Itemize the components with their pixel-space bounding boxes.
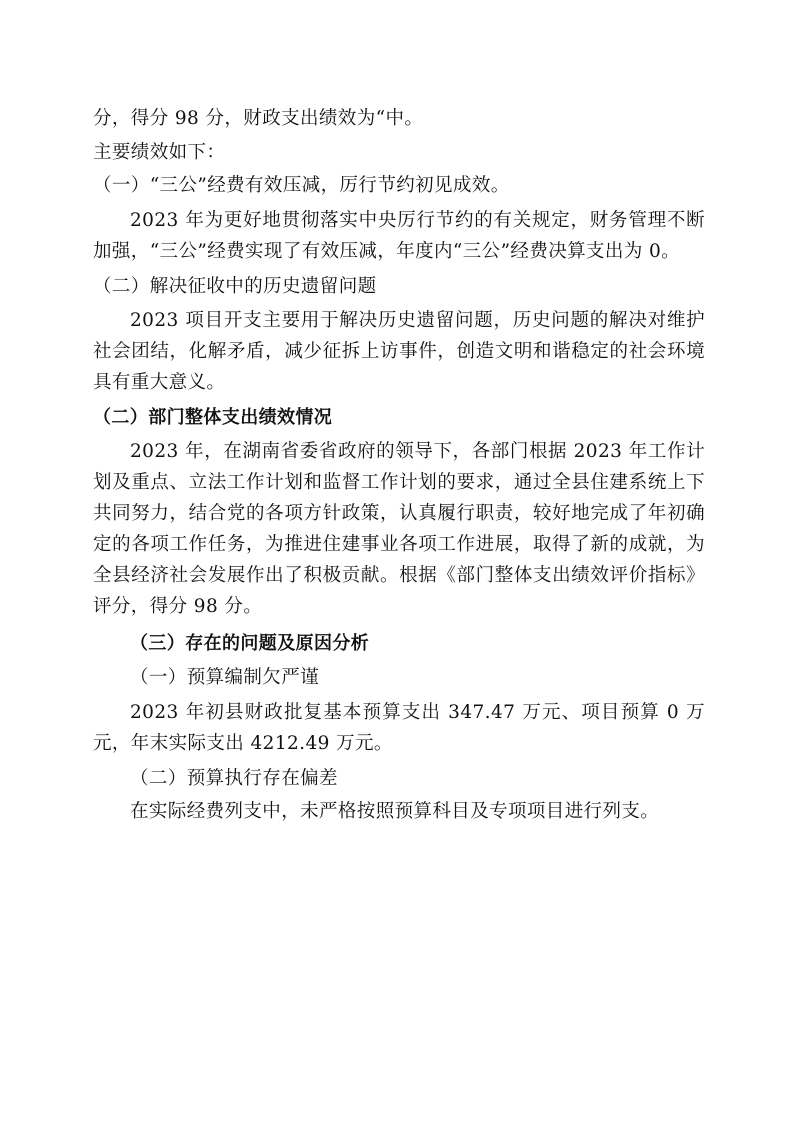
paragraph-main-results-heading: 主要绩效如下： — [93, 141, 226, 163]
subheading-budget-execution: （二）预算执行存在偏差 — [130, 767, 338, 789]
section-heading-problems: （三）存在的问题及原因分析 — [130, 632, 370, 654]
section-heading-overall-performance: （二）部门整体支出绩效情况 — [93, 407, 333, 428]
paragraph-budget-execution: 在实际经费列支中，未严格按照预算科目及专项项目进行列支。 — [130, 801, 660, 822]
paragraph-three-public-expenses: 2023 年为更好地贯彻落实中央厉行节约的有关规定，财务管理不断加强，“三公”经费实现了有效压减，年度内“三公”经费决算支出为 0。 — [93, 209, 705, 262]
subheading-historical-issues: （二）解决征收中的历史遗留问题 — [93, 275, 377, 297]
paragraph-historical-issues: 2023 项目开支主要用于解决历史遗留问题，历史问题的解决对维护社会团结，化解矛盾，减少征拆上访事件，创造文明和谐稳定的社会环境具有重大意义。 — [93, 310, 705, 393]
document-body — [93, 104, 705, 827]
paragraph-overall-performance: 2023 年，在湖南省委省政府的领导下，各部门根据 2023 年工作计划及重点、立法工作计划和监督工作计划的要求，通过全县住建系统上下共同努力，结合党的各项方针政策，认真履行职责，较好地完成了年初确定的各项工作任务，为推进住建事业各项工作进展，取得了新的成就，为全县经济社会发展作出了积极贡献。根据《部门整体支出绩效评价指标》评分，得分 98 分。 — [93, 440, 705, 617]
paragraph-continuation: 分，得分 98 分，财政支出绩效为“中。 — [93, 108, 424, 129]
paragraph-budget-preparation: 2023 年初县财政批复基本预算支出 347.47 万元、项目预算 0 万元，年末实际支出 4212.49 万元。 — [93, 701, 705, 754]
subheading-three-public-expenses: （一）“三公”经费有效压减，厉行节约初见成效。 — [93, 175, 510, 196]
subheading-budget-preparation: （一）预算编制欠严谨 — [130, 667, 320, 688]
